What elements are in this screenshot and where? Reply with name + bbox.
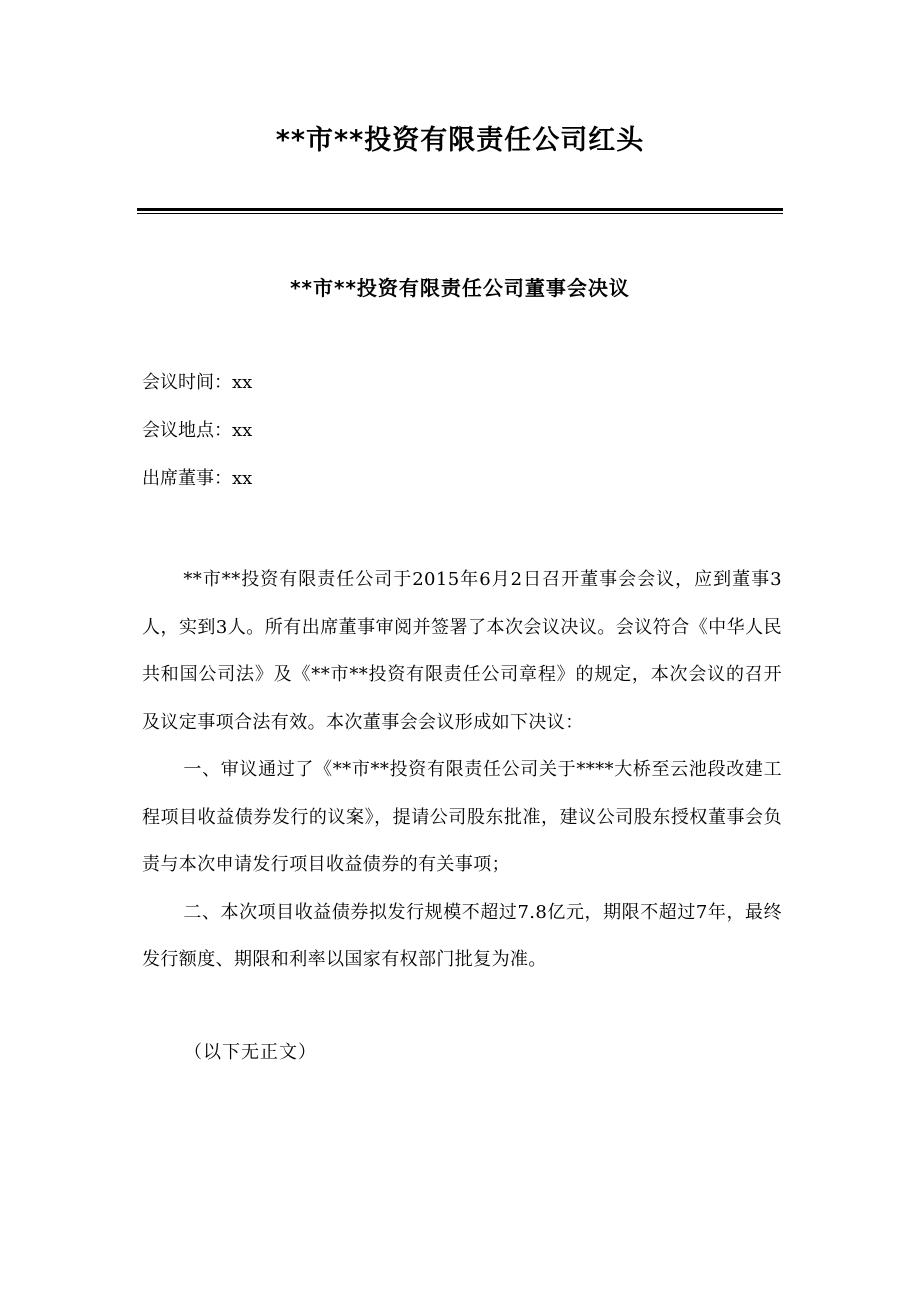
meeting-time: 会议时间：xx (142, 372, 253, 393)
closing-note: （以下无正文） (184, 1042, 317, 1063)
document-title: **市**投资有限责任公司董事会决议 (290, 276, 630, 300)
letterhead-rule-thin (137, 213, 783, 214)
letterhead-rule-thick (137, 208, 783, 211)
meeting-directors: 出席董事：xx (142, 468, 253, 489)
paragraph-intro: **市**投资有限责任公司于2015年6月2日召开董事会会议，应到董事3人，实到3人。所有出席董事审阅并签署了本次会议决议。会议符合《中华人民共和国公司法》及《**市**投资有限责任公司章程》的规定，本次会议的召开及议定事项合法有效。本次董事会会议形成如下决议： (142, 569, 782, 733)
paragraph-resolution-1: 一、审议通过了《**市**投资有限责任公司关于****大桥至云池段改建工程项目收益债券发行的议案》，提请公司股东批准，建议公司股东授权董事会负责与本次申请发行项目收益债券的有关事项； (142, 759, 782, 875)
meeting-place: 会议地点：xx (142, 420, 253, 441)
paragraph-resolution-2: 二、本次项目收益债券拟发行规模不超过7.8亿元，期限不超过7年，最终发行额度、期限和利率以国家有权部门批复为准。 (142, 901, 782, 970)
resolution-body (142, 556, 782, 984)
letterhead-title: **市**投资有限责任公司红头 (275, 125, 645, 156)
